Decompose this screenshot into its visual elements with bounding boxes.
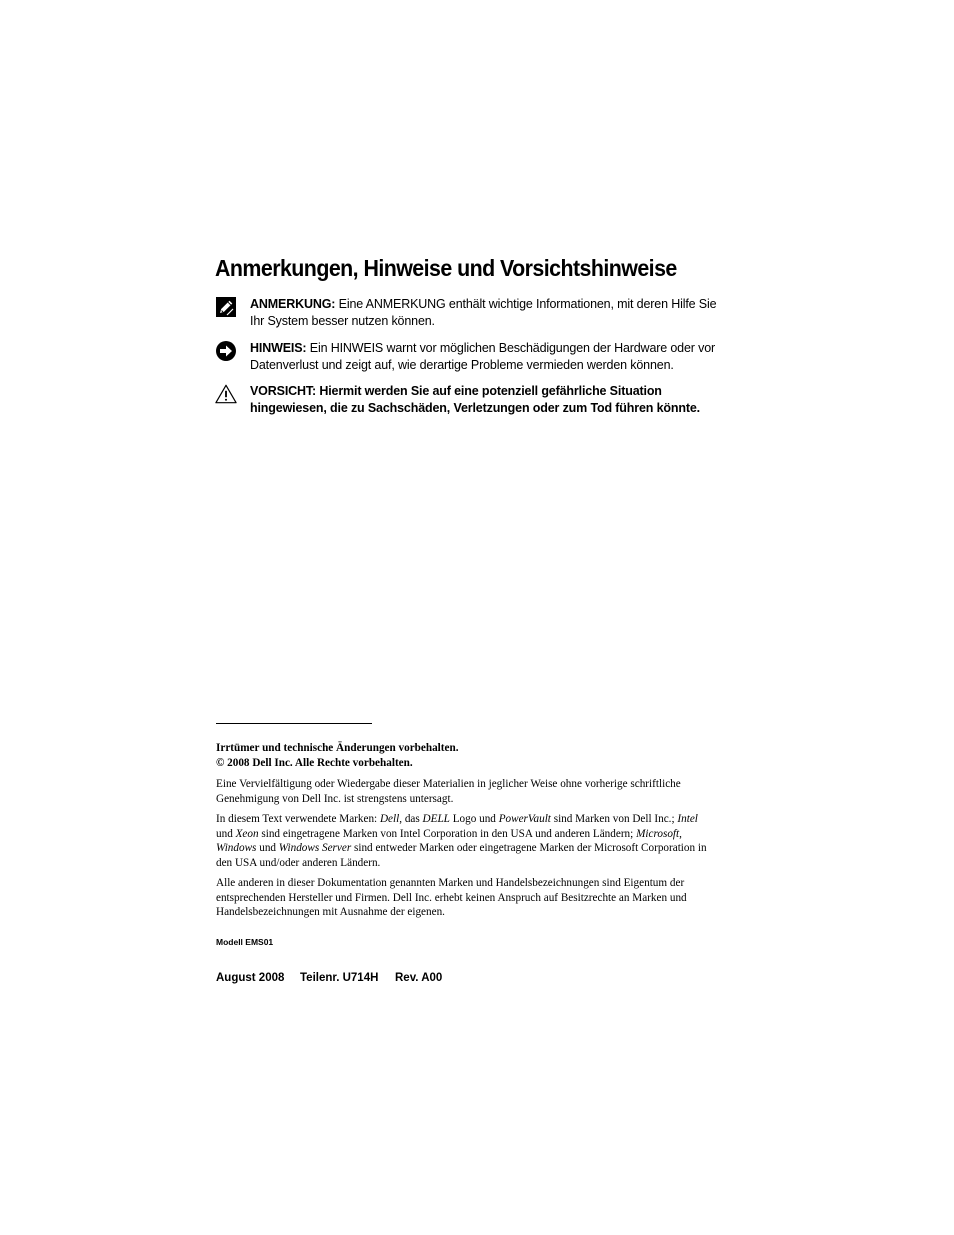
arrow-circle-icon [215,340,237,362]
trademark-dell: Dell [379,813,400,825]
trademark-microsoft: Microsoft [636,827,680,840]
trademark-xeon: Xeon [235,827,259,840]
trademark-text: sind eingetragene Marken von Intel Corporation in den USA und anderen Ländern; [258,827,637,840]
trademark-intel: Intel [677,813,698,825]
trademark-windows-server: Windows Server [278,842,352,854]
note-text: Eine ANMERKUNG enthält wichtige Informationen, mit deren Hilfe Sie Ihr System besser nutzen können. [250,297,717,328]
legal-line-2: © 2008 Dell Inc. Alle Rechte vorbehalten. [216,756,413,769]
warning-triangle-icon [215,383,237,405]
page-title: Anmerkungen, Hinweise und Vorsichtshinweise [215,255,677,281]
trademark-windows: Windows [216,842,257,854]
other-trademarks-notice: Alle anderen in dieser Dokumentation genannten Marken und Handelsbezeichnungen sind Eigentum der entsprechenden Hersteller und Firmen. Dell Inc. erhebt keinen Anspruch auf Besitzrechte an Marken und Handelsbezeichnungen mit Ausnahme der eigenen. [216,877,687,918]
trademark-dell-logo: DELL [422,813,450,825]
trademark-text: sind entweder Marken oder eingetragene Marken der Microsoft Corporation in den USA und/oder anderen Ländern. [216,842,707,869]
reproduction-notice: Eine Vervielfältigung oder Wiedergabe dieser Materialien in jeglicher Weise ohne vorherige schriftliche Genehmigung von Dell Inc. ist strengstens untersagt. [216,778,681,805]
trademark-notice [216,812,716,870]
trademark-text: und [216,827,236,840]
trademark-text: sind Marken von Dell Inc.; [550,813,678,825]
footnote-divider [216,723,372,724]
document-footer [216,972,442,984]
trademark-text: Logo und [449,813,499,825]
footer-revision: Rev. A00 [395,972,443,984]
caution-text: Hiermit werden Sie auf eine potenziell gefährliche Situation hingewiesen, die zu Sachschäden, Verletzungen oder zum Tod führen könnte. [250,384,701,415]
caution-label: VORSICHT: [250,384,317,398]
model-number: Modell EMS01 [216,937,274,947]
trademark-text: , das [399,813,423,825]
trademark-text: In diesem Text verwendete Marken: [216,813,380,825]
trademark-text: und [256,842,279,854]
pencil-note-icon [215,296,237,318]
footer-date: August 2008 [216,972,285,984]
legal-header [216,741,716,770]
hint-label: HINWEIS: [250,341,307,355]
legal-line-1: Irrtümer und technische Änderungen vorbehalten. [216,742,459,754]
note-label: ANMERKUNG: [250,297,336,311]
trademark-text: , [679,827,682,840]
footer-part-number: Teilenr. U714H [300,972,379,984]
hint-text: Ein HINWEIS warnt vor möglichen Beschädigungen der Hardware oder vor Datenverlust und zeigt auf, wie derartige Probleme vermieden werden können. [250,341,716,372]
trademark-powervault: PowerVault [498,813,551,825]
